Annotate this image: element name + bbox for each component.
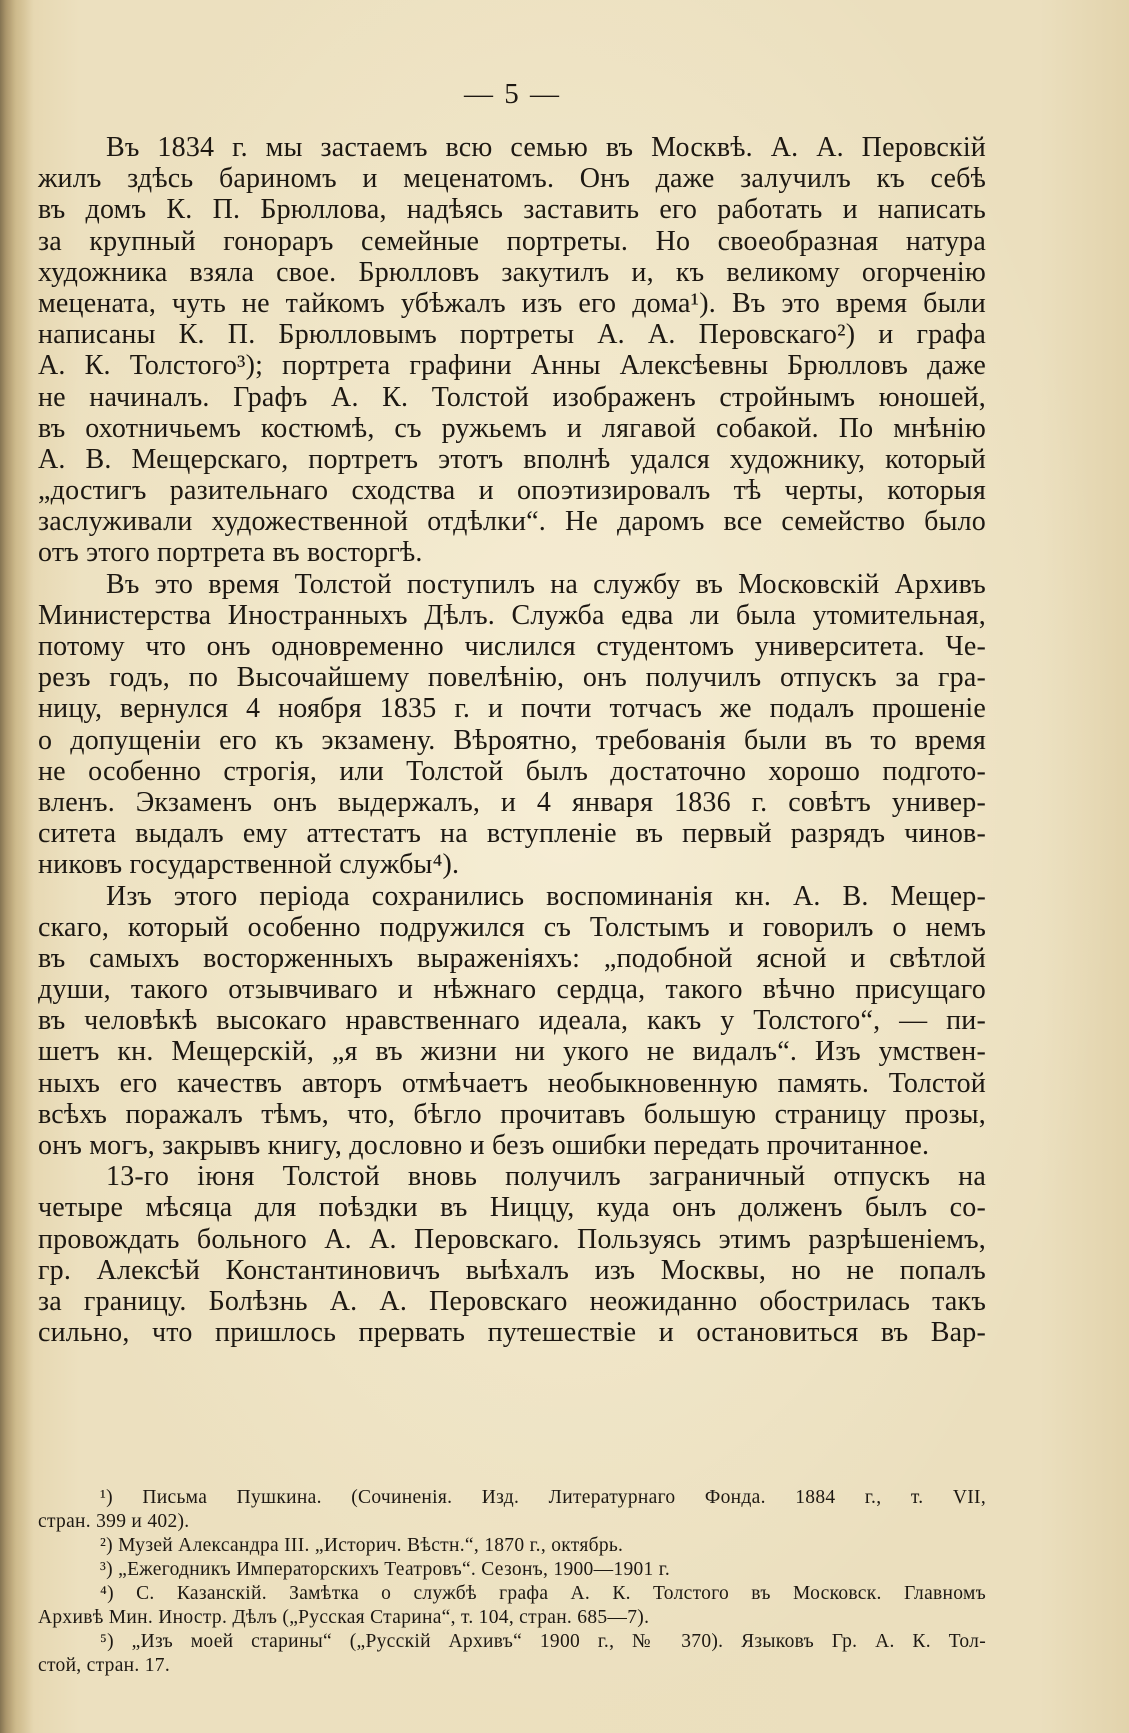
text-line: ситета выдалъ ему аттестатъ на вступленіе въ первый разрядъ чинов-	[38, 818, 986, 850]
text-line: заслуживали художественной отдѣлки“. Не даромъ все семейство было	[38, 506, 986, 538]
text-line: потому что онъ одновременно числился студентомъ университета. Че-	[38, 631, 986, 662]
text-line: сильно, что пришлось прервать путешествіе и остановиться въ Вар-	[38, 1317, 986, 1349]
main-text	[38, 132, 986, 1348]
text-line: мецената, чуть не тайкомъ убѣжалъ изъ его дома¹). Въ это время были	[38, 287, 986, 319]
text-line: четыре мѣсяца для поѣздки въ Ниццу, куда онъ долженъ былъ со-	[38, 1192, 986, 1224]
footnote-line: ⁴) С. Казанскій. Замѣтка о службѣ графа А. К. Толстого въ Московск. Главномъ	[100, 1583, 986, 1604]
text-line: художника взяла свое. Брюлловъ закутилъ и, къ великому огорченію	[38, 256, 986, 288]
footnote-line: ³) „Ежегодникъ Императорскихъ Театровъ“. Сезонъ, 1900—1901 г.	[100, 1559, 671, 1580]
text-line: за крупный гонораръ семейные портреты. Но своеобразная натура	[38, 225, 986, 257]
footnote-line: стой, стран. 17.	[38, 1655, 171, 1676]
text-line: всѣхъ поражалъ тѣмъ, что, бѣгло прочитавъ большую страницу прозы,	[38, 1098, 986, 1130]
text-line: въ самыхъ восторженныхъ выраженіяхъ: „подобной ясной и свѣтлой	[38, 942, 986, 974]
footnote-line: стран. 399 и 402).	[38, 1511, 190, 1532]
text-line: скаго, который особенно подружился съ Толстымъ и говорилъ о немъ	[38, 911, 986, 943]
text-line: въ человѣкѣ высокаго нравственнаго идеала, какъ у Толстого“, — пи-	[38, 1005, 986, 1037]
text-line: за границу. Болѣзнь А. А. Перовскаго неожиданно обострилась такъ	[38, 1285, 986, 1317]
text-line: шетъ кн. Мещерскій, „я въ жизни ни укого не видалъ“. Изъ умствен-	[38, 1036, 986, 1068]
text-line: гр. Алексѣй Константиновичъ выѣхалъ изъ Москвы, но не попалъ	[38, 1254, 986, 1286]
page-number: — 5 —	[464, 78, 561, 110]
footnote-line: ¹) Письма Пушкина. (Сочиненія. Изд. Литературнаго Фонда. 1884 г., т. VII,	[100, 1487, 986, 1508]
text-line: ныхъ его качествъ авторъ отмѣчаетъ необыкновенную память. Толстой	[38, 1067, 986, 1099]
text-line: Въ 1834 г. мы застаемъ всю семью въ Москвѣ. А. А. Перовскій	[106, 132, 986, 163]
text-line: Изъ этого періода сохранились воспоминанія кн. А. В. Мещер-	[106, 880, 986, 912]
text-line: не особенно строгія, или Толстой былъ достаточно хорошо подгото-	[38, 755, 986, 787]
footnotes	[38, 1486, 986, 1678]
text-line: въ домъ К. П. Брюллова, надѣясь заставить его работать и написать	[38, 194, 986, 226]
text-line: жилъ здѣсь бариномъ и меценатомъ. Онъ даже залучилъ къ себѣ	[38, 163, 986, 195]
text-line: „достигъ разительнаго сходства и опоэтизировалъ тѣ черты, которыя	[38, 475, 986, 507]
text-line: Министерства Иностранныхъ Дѣлъ. Служба едва ли была утомительная,	[38, 599, 986, 631]
text-line: онъ могъ, закрывъ книгу, дословно и безъ ошибки передать прочитанное.	[38, 1130, 930, 1161]
binding-edge	[0, 0, 34, 1733]
text-line: въ охотничьемъ костюмѣ, съ ружьемъ и лягавой собакой. По мнѣнію	[38, 412, 986, 444]
text-line: А. К. Толстого³); портрета графини Анны Алексѣевны Брюлловъ даже	[38, 350, 986, 382]
text-line: резъ годъ, по Высочайшему повелѣнію, онъ получилъ отпускъ за гра-	[38, 662, 986, 694]
text-line: вленъ. Экзаменъ онъ выдержалъ, и 4 января 1836 г. совѣтъ универ-	[38, 786, 986, 818]
text-line: А. В. Мещерскаго, портретъ этотъ вполнѣ удался художнику, который	[38, 443, 986, 475]
text-line: о допущеніи его къ экзамену. Вѣроятно, требованія были въ то время	[38, 724, 986, 756]
text-line: написаны К. П. Брюлловымъ портреты А. А. Перовскаго²) и графа	[38, 319, 986, 351]
footnote-line: ²) Музей Александра III. „Историч. Вѣстн.“, 1870 г., октябрь.	[100, 1535, 624, 1556]
text-line: отъ этого портрета въ восторгѣ.	[38, 537, 423, 569]
text-line: не начиналъ. Графъ А. К. Толстой изображенъ стройнымъ юношей,	[38, 381, 986, 413]
text-line: никовъ государственной службы⁴).	[38, 849, 460, 881]
text-line: души, такого отзывчиваго и нѣжнаго сердца, такого вѣчно присущаго	[38, 974, 986, 1006]
text-line: провождать больного А. А. Перовскаго. Пользуясь этимъ разрѣшеніемъ,	[38, 1223, 986, 1255]
footnote-line: ⁵) „Изъ моей старины“ („Русскій Архивъ“ 1900 г., № 370). Языковъ Гр. А. К. Тол-	[100, 1631, 986, 1652]
text-line: Въ это время Толстой поступилъ на службу въ Московскій Архивъ	[106, 568, 986, 600]
text-line: ницу, вернулся 4 ноября 1835 г. и почти тотчасъ же подалъ прошеніе	[38, 693, 986, 725]
text-line: 13-го іюня Толстой вновь получилъ заграничный отпускъ на	[106, 1161, 986, 1193]
footnote-line: Архивѣ Мин. Иностр. Дѣлъ („Русская Старина“, т. 104, стран. 685—7).	[38, 1607, 650, 1628]
